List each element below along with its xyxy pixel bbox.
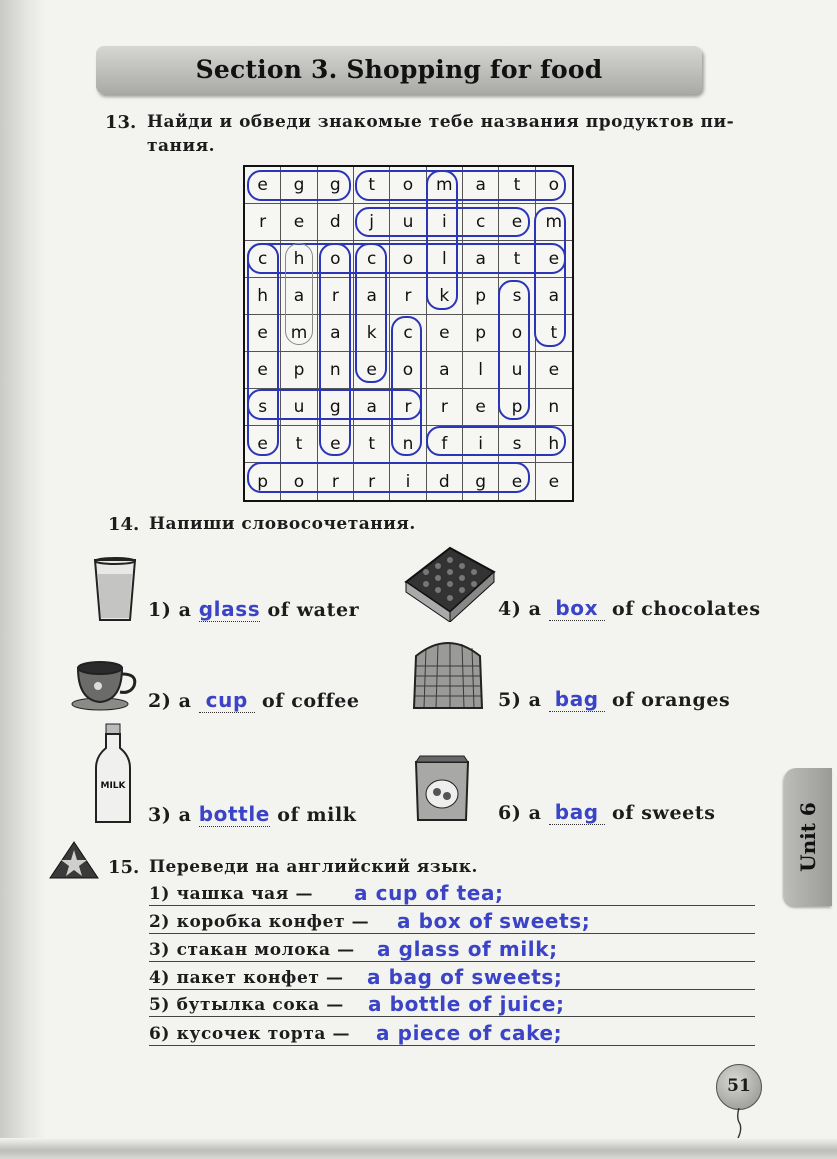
grid-cell: a (427, 352, 463, 389)
translation-2-answer-main: a box of (397, 909, 493, 933)
grid-cell: e (499, 204, 535, 241)
balloon-string-icon (736, 1108, 742, 1138)
grid-cell: g (281, 167, 317, 204)
translation-6-question: 6) кусочек торта — (149, 1024, 354, 1044)
grid-cell: i (390, 463, 426, 500)
task-14-title: Напиши словосочетания. (149, 514, 416, 534)
task-13-instruction-line2: тания. (147, 136, 216, 156)
word-search-grid (243, 165, 574, 502)
phrase-5-answer[interactable]: bag (554, 687, 599, 711)
translation-line-3 (149, 938, 755, 966)
grid-cell: r (390, 389, 426, 426)
grid-cell: e (427, 315, 463, 352)
grid-cell: a (354, 278, 390, 315)
section-title: Section 3. Shopping for food (195, 55, 603, 84)
grid-cell: r (427, 389, 463, 426)
grid-cell: h (245, 278, 281, 315)
grid-cell: s (499, 278, 535, 315)
grid-cell: t (281, 426, 317, 463)
task-13-number: 13. (105, 112, 137, 133)
grid-cell: e (245, 315, 281, 352)
grid-cell: c (390, 315, 426, 352)
grid-cell: m (427, 167, 463, 204)
grid-cell: f (427, 426, 463, 463)
unit-tab (784, 768, 832, 906)
phrase-3-answer[interactable]: bottle (198, 802, 270, 826)
phrase-3 (148, 802, 357, 827)
book-spine-shadow (0, 0, 46, 1159)
phrase-1-rest: of water (267, 599, 360, 621)
grid-cell: p (281, 352, 317, 389)
grid-cell: d (318, 204, 354, 241)
translation-5-answer[interactable]: a bottle of juice; (368, 992, 565, 1016)
phrase-5-num: 5) a (498, 689, 542, 711)
grid-cell: e (548, 471, 560, 492)
grid-cell: o (390, 167, 426, 204)
svg-text:MILK: MILK (100, 781, 126, 791)
grid-cell: c (245, 241, 281, 278)
grid-cell: m (536, 204, 572, 241)
grid-cell: o (390, 241, 426, 278)
grid-cell: a (536, 278, 572, 315)
grid-cell: e (354, 352, 390, 389)
grid-cell: p (463, 278, 499, 315)
grid-cell: o (318, 241, 354, 278)
grid-cell: e (245, 167, 281, 204)
translation-2-answer-extra: sweets; (499, 909, 591, 933)
grid-cell: k (427, 278, 463, 315)
grid-cell: e (245, 426, 281, 463)
translation-2-question: 2) коробка конфет — (149, 912, 373, 932)
grid-cell: n (390, 426, 426, 463)
translation-4-answer[interactable]: a bag of sweets; (367, 965, 563, 989)
translation-1-question: 1) чашка чая — (149, 884, 317, 904)
translation-6-answer[interactable]: a piece of cake; (376, 1021, 563, 1045)
grid-cell: r (318, 463, 354, 500)
phrase-3-rest: of milk (277, 804, 357, 826)
grid-cell: u (281, 389, 317, 426)
grid-cell: s (245, 389, 281, 426)
phrase-4 (498, 596, 761, 621)
grid-cell: e (536, 241, 572, 278)
grid-cell: e (318, 426, 354, 463)
grid-cell: a (281, 278, 317, 315)
coffee-cup-icon (70, 656, 142, 712)
unit-tab-label: Unit 6 (796, 802, 820, 872)
grid-cell: m (281, 315, 317, 352)
translation-line-5 (149, 993, 755, 1021)
difficulty-star-icon (48, 840, 100, 880)
grid-cell: o (536, 167, 572, 204)
phrase-6-answer[interactable]: bag (554, 800, 599, 824)
task-13-instruction-line1: Найди и обведи знакомые тебе названия продуктов пи- (147, 112, 735, 132)
grid-cell: e (463, 389, 499, 426)
phrase-2-num: 2) a (148, 690, 192, 712)
grid-cell: t (536, 315, 572, 352)
grid-cell: e (499, 463, 535, 500)
grid-cell: h (281, 241, 317, 278)
grid-cell: e (536, 352, 572, 389)
phrase-5 (498, 687, 730, 712)
grid-cell: r (318, 278, 354, 315)
grid-cell: j (354, 204, 390, 241)
translation-5-question: 5) бутылка сока — (149, 995, 348, 1015)
page-bottom-shadow (0, 1138, 837, 1159)
page-number: 51 (727, 1076, 751, 1096)
translation-3-question: 3) стакан молока — (149, 940, 359, 960)
milk-bottle-icon (93, 722, 133, 826)
grid-cell: c (463, 204, 499, 241)
task-15-title: Переведи на английский язык. (149, 857, 478, 877)
grid-cell: r (354, 463, 390, 500)
phrase-6 (498, 800, 716, 825)
glass-of-water-icon (92, 556, 138, 624)
grid-cell: n (318, 352, 354, 389)
net-bag-icon (406, 636, 490, 712)
grid-cell: k (354, 315, 390, 352)
translation-line-6 (149, 1022, 755, 1050)
grid-cell: a (354, 389, 390, 426)
grid-cell: t (354, 426, 390, 463)
grid-cell: h (536, 426, 572, 463)
grid-cell: l (463, 352, 499, 389)
page-number-balloon (716, 1064, 762, 1110)
grid-cell: i (463, 426, 499, 463)
phrase-6-num: 6) a (498, 802, 542, 824)
grid-cell: l (427, 241, 463, 278)
grid-cell: n (536, 389, 572, 426)
grid-cell: r (245, 204, 281, 241)
task-14-number: 14. (108, 514, 140, 535)
grid-cell: t (499, 241, 535, 278)
grid-cell: p (463, 315, 499, 352)
grid-cell: t (354, 167, 390, 204)
task-15-number: 15. (108, 857, 140, 878)
phrase-1 (148, 597, 359, 622)
phrase-2 (148, 688, 360, 713)
phrase-6-rest: of sweets (611, 802, 716, 824)
phrase-4-num: 4) a (498, 598, 542, 620)
phrase-3-num: 3) a (148, 804, 192, 826)
translation-2-answer[interactable] (397, 909, 590, 933)
grid-cell: u (499, 352, 535, 389)
grid-cell: u (390, 204, 426, 241)
grid-cell: o (390, 352, 426, 389)
phrase-5-rest: of oranges (611, 689, 731, 711)
section-banner (96, 46, 702, 94)
grid-cell: g (463, 463, 499, 500)
phrase-2-answer[interactable]: cup (205, 688, 248, 712)
translation-line-1 (149, 882, 755, 910)
grid-cell: g (318, 167, 354, 204)
grid-cell: a (318, 315, 354, 352)
grid-cell: e (281, 204, 317, 241)
grid-cell: e (245, 352, 281, 389)
grid-cell: t (499, 167, 535, 204)
phrase-1-num: 1) a (148, 599, 192, 621)
grid-cell: a (463, 241, 499, 278)
grid-cell: d (427, 463, 463, 500)
grid-cell: g (318, 389, 354, 426)
grid-cell: p (499, 389, 535, 426)
translation-1-answer[interactable]: a cup of tea; (354, 881, 504, 905)
translation-4-question: 4) пакет конфет — (149, 968, 348, 988)
translation-line-2 (149, 910, 755, 938)
translation-line-4 (149, 966, 755, 994)
grid-cell: i (427, 204, 463, 241)
phrase-4-rest: of chocolates (611, 598, 761, 620)
phrase-1-answer[interactable]: glass (198, 597, 261, 621)
grid-cell: p (245, 463, 281, 500)
phrase-2-rest: of coffee (261, 690, 360, 712)
grid-cell: r (390, 278, 426, 315)
chocolate-box-icon (400, 542, 498, 622)
phrase-4-answer[interactable]: box (555, 596, 599, 620)
grid-cell: a (463, 167, 499, 204)
grid-cell: o (499, 315, 535, 352)
sweets-bag-icon (410, 752, 474, 824)
grid-cell: s (499, 426, 535, 463)
grid-cell: c (354, 241, 390, 278)
translation-3-answer[interactable]: a glass of milk; (377, 937, 558, 961)
grid-cell: o (281, 463, 317, 500)
